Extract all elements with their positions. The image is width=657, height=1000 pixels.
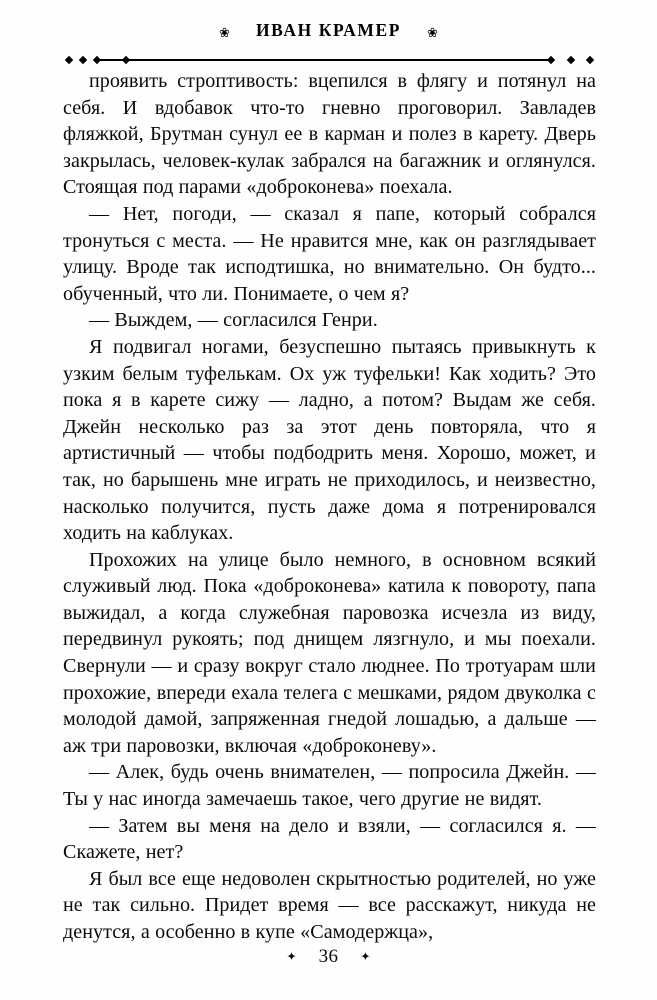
page-footer: [0, 942, 657, 970]
diamond-ornament-left: ✦: [286, 949, 297, 964]
paragraph: Я подвигал ногами, безуспешно пытаясь привыкнуть к узким белым туфелькам. Ох уж туфельки! Как ходить? Это пока я в карете сижу — ладно, а потом? Выдам же себя. Джейн несколько раз за этот день повторяла, что я артистичный — чтобы подбодрить меня. Хорошо, может, и так, но барышень мне играть не приходилось, и неизвестно, насколько получится, пусть даже дома я потренировался ходить на каблуках.: [63, 335, 596, 545]
rule-diamond-left-1: [65, 55, 73, 63]
decorative-rule: [66, 55, 594, 64]
paragraph: Прохожих на улице было немного, в основном всякий служивый люд. Пока «доброконева» катила к повороту, папа выжидал, а когда служебная паровозка исчезла из виду, передвинул рукоять; под днищем лязгнуло, и мы поехали. Свернули — и сразу вокруг стало люднее. По тротуарам шли прохожие, впереди ехала телега с мешками, рядом двуколка с молодой дамой, запряженная гнедой лошадью, а дальше — аж три паровозки, включая «доброконеву».: [63, 548, 596, 757]
running-header-title: ИВАН КРАМЕР: [255, 20, 402, 41]
flower-ornament-left: ❀: [219, 24, 230, 40]
running-header: [0, 18, 657, 44]
paragraph: проявить строптивость: вцепился в флягу и потянул на себя. И вдобавок что-то гневно проговорил. Завладев фляжкой, Брутман сунул ее в карман и полез в карету. Дверь закрылась, человек-кулак забрался на багажник и оглянулся. Стоящая под парами «доброконева» поехала.: [63, 70, 596, 199]
rule-diamond-right-2: [567, 55, 575, 63]
paragraph: — Затем вы меня на дело и взяли, — согласился я. — Скажете, нет?: [63, 814, 596, 864]
rule-diamond-right-1: [547, 55, 555, 63]
flower-ornament-right: ❀: [427, 24, 438, 40]
page-number: 36: [318, 945, 339, 967]
paragraph: — Выждем, — согласился Генри.: [89, 309, 378, 332]
diamond-ornament-right: ✦: [360, 949, 371, 964]
paragraph: — Нет, погоди, — сказал я папе, который собрался тронуться с места. — Не нравится мне, как он разглядывает улицу. Вроде так исподтишка, но внимательно. Он будто... обученный, что ли. Понимаете, о чем я?: [63, 202, 596, 305]
rule-diamond-right-3: [586, 55, 594, 63]
paragraph: Я был все еще недоволен скрытностью родителей, но уже не так сильно. Придет время — все расскажут, никуда не денутся, а особенно в купе «Самодержца»,: [63, 867, 596, 943]
paragraph: — Алек, будь очень внимателен, — попросила Джейн. — Ты у нас иногда замечаешь такое, чего другие не видят.: [63, 761, 596, 811]
rule-line: [96, 59, 550, 61]
rule-diamond-left-2: [79, 55, 87, 63]
body-text-block: [63, 68, 596, 946]
